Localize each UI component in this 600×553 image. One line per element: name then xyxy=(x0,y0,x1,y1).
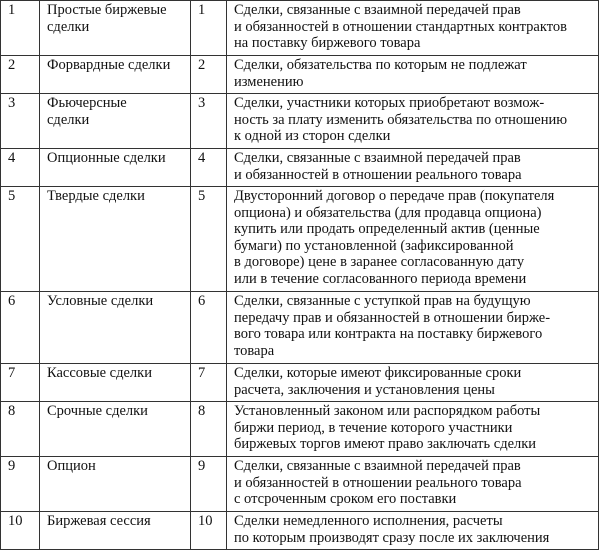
left-number: 7 xyxy=(1,364,40,402)
term-cell: Опцион xyxy=(40,457,191,512)
definition-cell: Сделки, связанные с уступкой прав на будущую передачу прав и обязанностей в отношении бирже- вого товара или контракта на поставку биржевого товара xyxy=(227,292,599,364)
table-row xyxy=(1,512,599,550)
left-number: 4 xyxy=(1,149,40,187)
right-number: 3 xyxy=(191,94,227,149)
right-number: 4 xyxy=(191,149,227,187)
table-row xyxy=(1,187,599,292)
table-row xyxy=(1,402,599,457)
right-number: 5 xyxy=(191,187,227,292)
term-cell: Фьючерсные сделки xyxy=(40,94,191,149)
term-cell: Опционные сделки xyxy=(40,149,191,187)
right-number: 2 xyxy=(191,56,227,94)
right-number: 8 xyxy=(191,402,227,457)
term-cell: Форвардные сделки xyxy=(40,56,191,94)
right-number: 7 xyxy=(191,364,227,402)
definition-cell: Установленный законом или распорядком работы биржи период, в течение которого участники биржевых торгов имеют право заключать сделки xyxy=(227,402,599,457)
definition-cell: Двусторонний договор о передаче прав (покупателя опциона) и обязательства (для продавца опциона) купить или продать определенный актив (ценные бумаги) по установленной (зафиксированной в договоре) цене в заранее согласованную дату или в течение согласованного периода времени xyxy=(227,187,599,292)
left-number: 3 xyxy=(1,94,40,149)
definition-cell: Сделки, обязательства по которым не подлежат изменению xyxy=(227,56,599,94)
right-number: 10 xyxy=(191,512,227,550)
definition-cell: Сделки, связанные с взаимной передачей прав и обязанностей в отношении стандартных контрактов на поставку биржевого товара xyxy=(227,1,599,56)
left-number: 9 xyxy=(1,457,40,512)
table-row xyxy=(1,364,599,402)
table-row xyxy=(1,1,599,56)
left-number: 10 xyxy=(1,512,40,550)
right-number: 6 xyxy=(191,292,227,364)
term-cell: Условные сделки xyxy=(40,292,191,364)
term-cell: Срочные сделки xyxy=(40,402,191,457)
term-cell: Кассовые сделки xyxy=(40,364,191,402)
term-cell: Простые биржевые сделки xyxy=(40,1,191,56)
left-number: 1 xyxy=(1,1,40,56)
definition-cell: Сделки, участники которых приобретают возмож- ность за плату изменить обязательства по отношению к одной из сторон сделки xyxy=(227,94,599,149)
definition-cell: Сделки, которые имеют фиксированные сроки расчета, заключения и установления цены xyxy=(227,364,599,402)
right-number: 9 xyxy=(191,457,227,512)
term-cell: Твердые сделки xyxy=(40,187,191,292)
table-row xyxy=(1,457,599,512)
term-cell: Биржевая сессия xyxy=(40,512,191,550)
table-row xyxy=(1,94,599,149)
left-number: 6 xyxy=(1,292,40,364)
definition-cell: Сделки немедленного исполнения, расчеты по которым производят сразу после их заключения xyxy=(227,512,599,550)
table-row xyxy=(1,56,599,94)
left-number: 8 xyxy=(1,402,40,457)
definition-cell: Сделки, связанные с взаимной передачей прав и обязанностей в отношении реального товара с отсроченным сроком его поставки xyxy=(227,457,599,512)
left-number: 2 xyxy=(1,56,40,94)
left-number: 5 xyxy=(1,187,40,292)
table-row xyxy=(1,292,599,364)
right-number: 1 xyxy=(191,1,227,56)
definition-cell: Сделки, связанные с взаимной передачей прав и обязанностей в отношении реального товара xyxy=(227,149,599,187)
table-row xyxy=(1,149,599,187)
